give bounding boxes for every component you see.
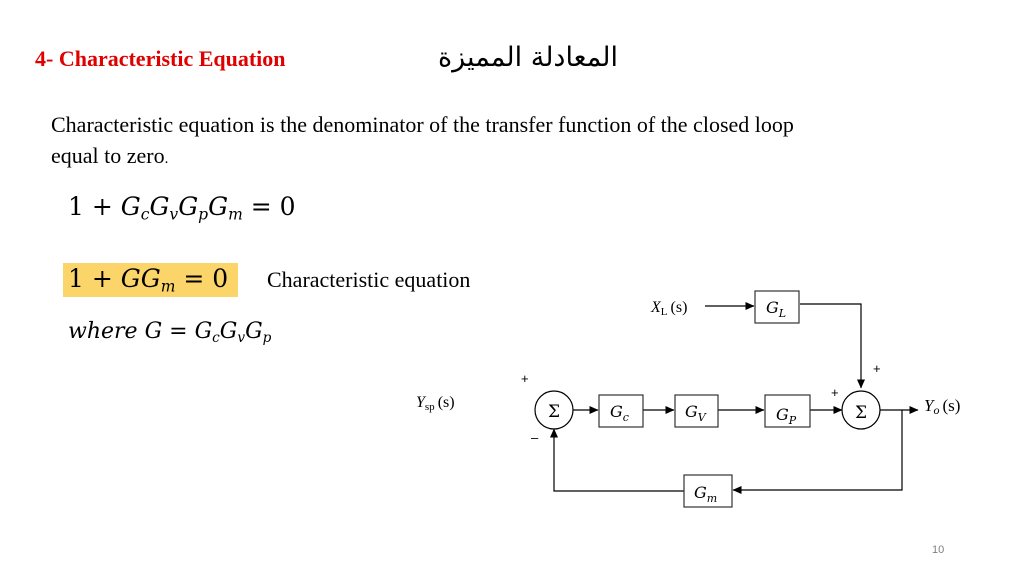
eq1-zero: 0 [279, 192, 296, 221]
eq3-sub-v: v [237, 330, 246, 347]
summer-1-symbol: Σ [547, 402, 561, 422]
eq2-plus: + [91, 264, 113, 293]
eq2-one: 1 [68, 264, 84, 293]
eq1-g3: G [178, 192, 199, 221]
gm-label: $G_m$ [694, 483, 718, 505]
sum2-plus-sign-left: + [831, 385, 839, 400]
eq3-g3: G [245, 319, 263, 344]
eq1-sub-p: p [198, 205, 209, 224]
definition-line-1: Characteristic equation is the denominator of the transfer function of the closed loop [51, 112, 794, 137]
definition-period: . [164, 151, 169, 167]
eq1-g2: G [149, 192, 170, 221]
sum1-plus-sign: + [521, 371, 529, 386]
eq3-equals: = [169, 319, 188, 344]
summer-2-symbol: Σ [854, 403, 868, 423]
xl-signal-label: XL (s) [651, 299, 688, 318]
eq1-g4: G [208, 192, 229, 221]
eq2-equals: = [183, 264, 205, 293]
gp-label: $G_P$ [776, 405, 797, 427]
gv-label: $G_V$ [685, 402, 706, 424]
eq1-one: 1 [68, 192, 84, 221]
eq1-sub-v: v [169, 205, 179, 224]
arabic-title: المعادلة المميزة [438, 42, 619, 73]
eq1-equals: = [250, 192, 272, 221]
eq3-g: G [144, 319, 163, 344]
sum1-minus-sign: – [531, 430, 539, 445]
eq1-plus: + [91, 192, 113, 221]
eq1-sub-m: m [228, 205, 243, 224]
eq1-g1: G [120, 192, 141, 221]
feedback-to-gm-arrow [733, 410, 902, 490]
eq3-sub-c: c [212, 330, 220, 347]
gc-label: $G_c$ [610, 402, 629, 424]
eq1-sub-c: c [140, 205, 150, 224]
page-number: 10 [932, 544, 945, 556]
gm-to-sum1-arrow [554, 429, 684, 491]
gl-label: $G_L$ [766, 298, 787, 320]
eq3-g2: G [219, 319, 238, 344]
slide-title: 4- Characteristic Equation [35, 46, 286, 71]
eq3-where: where [68, 319, 138, 344]
eq2-g1: G [120, 264, 141, 293]
ysp-signal-label: Ysp (s) [416, 394, 455, 413]
load-path-arrow [800, 304, 861, 388]
eq3-g1: G [194, 319, 213, 344]
eq2-g2: G [140, 264, 161, 293]
sum2-plus-sign-top: + [873, 361, 881, 376]
yo-signal-label: Yo (s) [924, 396, 961, 417]
characteristic-equation-label: Characteristic equation [267, 267, 471, 292]
eq3-sub-p: p [262, 330, 272, 347]
eq2-zero: 0 [212, 264, 229, 293]
definition-line-2-text: equal to zero [51, 143, 165, 168]
eq2-sub-m: m [160, 277, 176, 296]
